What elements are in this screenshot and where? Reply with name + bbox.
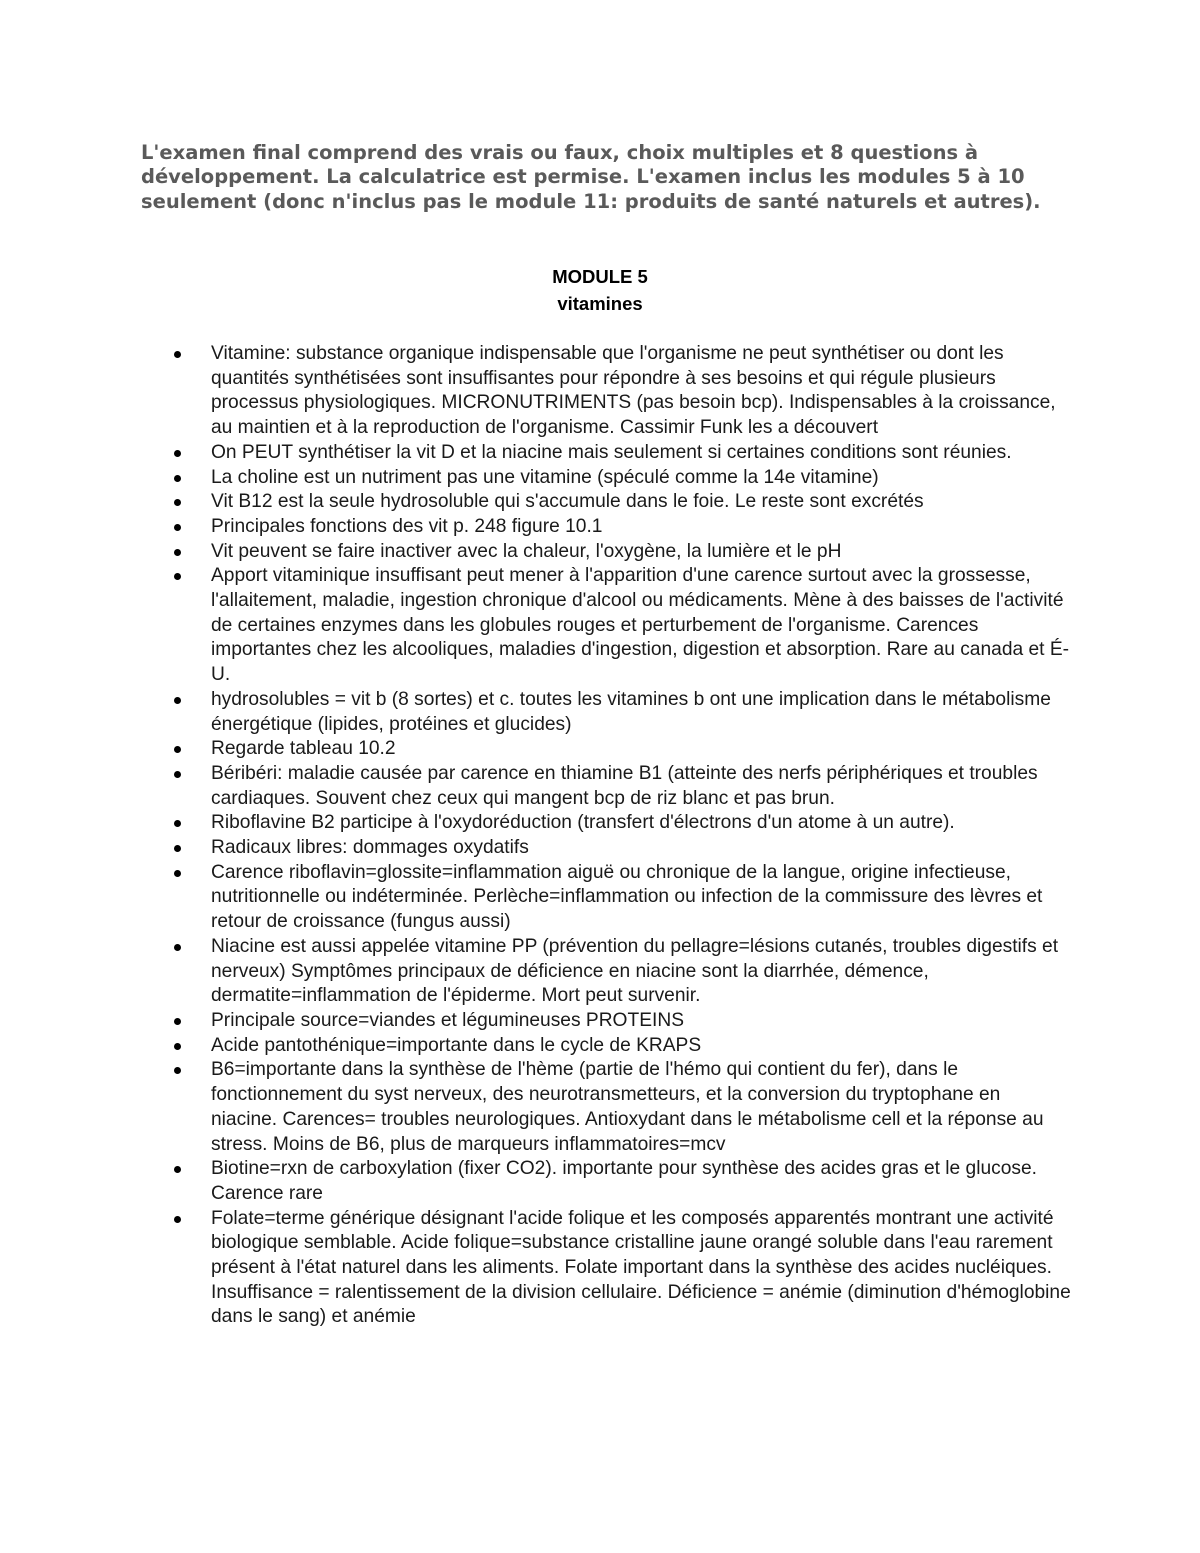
bullet-icon	[174, 351, 181, 358]
list-item	[211, 688, 1071, 737]
bullet-icon	[174, 845, 181, 852]
list-item	[211, 466, 1071, 491]
bullet-icon	[174, 746, 181, 753]
bullet-icon	[174, 549, 181, 556]
list-item	[211, 1207, 1071, 1331]
list-item-text: B6=importante dans la synthèse de l'hème (partie de l'hémo qui contient du fer), dans le fonctionnement du syst nerveux, des neurotransmetteurs, et la conversion du tryptophane en niacine. Carences= troubles neurologiques. Antioxydant dans le métabolisme cell et la réponse au stress. Moins de B6, plus de marqueurs inflammatoires=mcv	[211, 1059, 1044, 1155]
bullet-icon	[174, 1166, 181, 1173]
exam-intro-paragraph: L'examen final comprend des vrais ou faux, choix multiples et 8 questions à développement. La calculatrice est permise. L'examen inclus les modules 5 à 10 seulement (donc n'inclus pas le module 11: produits de santé naturels et autres).	[141, 141, 1041, 213]
list-item	[211, 342, 1071, 441]
bullet-icon	[174, 944, 181, 951]
list-item-text: Béribéri: maladie causée par carence en thiamine B1 (atteinte des nerfs périphériques et troubles cardiaques. Souvent chez ceux qui mangent bcp de riz blanc et pas brun.	[211, 762, 1038, 809]
list-item	[211, 564, 1071, 688]
list-item	[211, 836, 1071, 861]
bullet-icon	[174, 697, 181, 704]
list-item	[211, 737, 1071, 762]
list-item	[211, 441, 1071, 466]
bullet-icon	[174, 771, 181, 778]
list-item-text: On PEUT synthétiser la vit D et la niacine mais seulement si certaines conditions sont réunies.	[211, 441, 1012, 463]
list-item-text: Riboflavine B2 participe à l'oxydoréduction (transfert d'électrons d'un atome à un autre).	[211, 812, 955, 834]
list-item	[211, 811, 1071, 836]
bullet-icon	[174, 1067, 181, 1074]
bullet-icon	[174, 475, 181, 482]
bullet-icon	[174, 499, 181, 506]
list-item	[211, 490, 1071, 515]
list-item-text: Acide pantothénique=importante dans le cycle de KRAPS	[211, 1034, 702, 1056]
bullet-icon	[174, 870, 181, 877]
bullet-icon	[174, 820, 181, 827]
module-title: MODULE 5	[552, 266, 648, 287]
bullet-icon	[174, 524, 181, 531]
list-item-text: Principales fonctions des vit p. 248 figure 10.1	[211, 515, 603, 537]
bullet-icon	[174, 573, 181, 580]
list-item	[211, 762, 1071, 811]
list-item-text: Niacine est aussi appelée vitamine PP (prévention du pellagre=lésions cutanés, troubles digestifs et nerveux) Symptômes principaux de déficience en niacine sont la diarrhée, démence, dermatite=inflammation de l'épiderme. Mort peut survenir.	[211, 935, 1059, 1007]
list-item	[211, 861, 1071, 935]
list-item-text: Vitamine: substance organique indispensable que l'organisme ne peut synthétiser ou dont les quantités synthétisées sont insuffisantes pour répondre à ses besoins et qui régule plusieurs processus physiologiques. MICRONUTRIMENTS (pas besoin bcp). Indispensables à la croissance, au maintien et à la reproduction de l'organisme. Cassimir Funk les a découvert	[211, 343, 1056, 439]
list-item-text: Vit B12 est la seule hydrosoluble qui s'accumule dans le foie. Le reste sont excrétés	[211, 491, 924, 513]
list-item-text: Folate=terme générique désignant l'acide folique et les composés apparentés montrant une activité biologique semblable. Acide folique=substance cristalline jaune orangé soluble dans l'eau rarement présent à l'état naturel dans les aliments. Folate important dans la synthèse des acides nucléiques. Insuffisance = ralentissement de la division cellulaire. Déficience = anémie (diminution d'hémoglobine dans le sang) et anémie	[211, 1207, 1071, 1328]
list-item-text: Apport vitaminique insuffisant peut mener à l'apparition d'une carence surtout avec la grossesse, l'allaitement, maladie, ingestion chronique d'alcool ou médicaments. Mène à des baisses de l'activité de certaines enzymes dans les globules rouges et perturbement de l'organisme. Carences importantes chez les alcooliques, maladies d'ingestion, digestion et absorption. Rare au canada et É-U.	[211, 565, 1070, 686]
bullet-icon	[174, 1216, 181, 1223]
list-item-text: La choline est un nutriment pas une vitamine (spéculé comme la 14e vitamine)	[211, 466, 879, 488]
list-item-text: hydrosolubles = vit b (8 sortes) et c. toutes les vitamines b ont une implication dans le métabolisme énergétique (lipides, protéines et glucides)	[211, 688, 1051, 735]
list-item	[211, 1058, 1071, 1157]
module-subject: vitamines	[557, 293, 643, 314]
list-item	[211, 935, 1071, 1009]
list-item-text: Carence riboflavin=glossite=inflammation aiguë ou chronique de la langue, origine infectieuse, nutritionnelle ou indéterminée. Perlèche=inflammation ou infection de la commissure des lèvres et retour de croissance (fungus aussi)	[211, 861, 1043, 933]
list-item	[211, 1157, 1071, 1206]
list-item-text: Radicaux libres: dommages oxydatifs	[211, 837, 529, 859]
list-item	[211, 515, 1071, 540]
list-item	[211, 1034, 1071, 1059]
list-item-text: Biotine=rxn de carboxylation (fixer CO2). importante pour synthèse des acides gras et le glucose. Carence rare	[211, 1158, 1038, 1204]
bullet-icon	[174, 1018, 181, 1025]
list-item-text: Regarde tableau 10.2	[211, 738, 396, 760]
list-item	[211, 1009, 1071, 1034]
bullet-icon	[174, 450, 181, 457]
vitamin-notes-list	[211, 342, 1071, 1330]
list-item-text: Principale source=viandes et légumineuses PROTEINS	[211, 1009, 684, 1031]
bullet-icon	[174, 1043, 181, 1050]
list-item	[211, 540, 1071, 565]
list-item-text: Vit peuvent se faire inactiver avec la chaleur, l'oxygène, la lumière et le pH	[211, 540, 842, 562]
